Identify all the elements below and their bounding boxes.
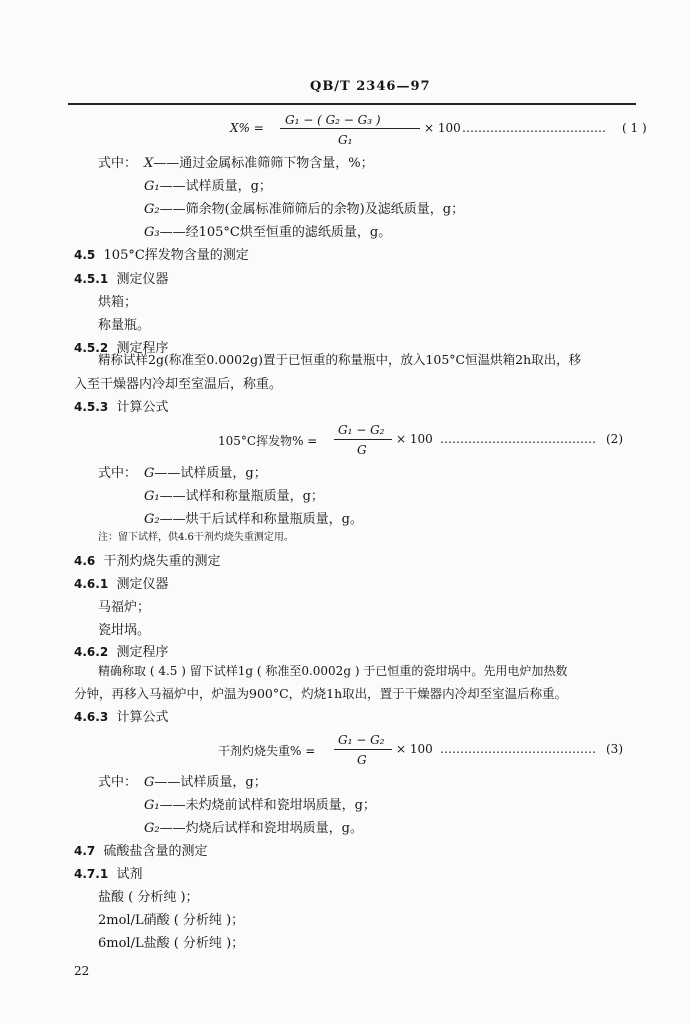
list-item: 烘箱； — [98, 295, 138, 310]
formula-2-lhs: 105°C挥发物% = — [218, 434, 318, 448]
variable-definition: G₁——试样和称量瓶质量，g； — [144, 489, 324, 504]
fraction-line — [280, 128, 420, 129]
formula-3-number: (3) — [606, 742, 623, 756]
variable-definition: G₂——烘干后试样和称量瓶质量，g。 — [144, 512, 363, 527]
list-item: 称量瓶。 — [98, 318, 151, 333]
formula-1-lhs: X% = — [230, 121, 264, 135]
paragraph-line: 分钟，再移入马福炉中，炉温为900°C，灼烧1h取出，置于干燥器内冷却至室温后称重。 — [74, 686, 568, 701]
variable-definition: G——试样质量，g； — [144, 466, 267, 481]
page-number: 22 — [74, 964, 90, 978]
section-heading: 4.5.2 测定程序 — [74, 341, 169, 356]
formula-1-number: ( 1 ) — [622, 121, 647, 135]
note: 注：留下试样，供4.6干剂灼烧失重测定用。 — [98, 532, 294, 543]
formula-3-multiplier: × 100 — [396, 742, 433, 756]
section-heading: 4.6.2 测定程序 — [74, 645, 169, 660]
formula-2-numerator: G₁ − G₂ — [338, 423, 385, 437]
paragraph-line: 精确称取 ( 4.5 ) 留下试样1g ( 称准至0.0002g ) 于已恒重的瓷坩埚中。先用电炉加热数 — [98, 664, 568, 678]
section-heading: 4.5.1 测定仪器 — [74, 272, 169, 287]
paragraph-line: 精称试样2g(称准至0.0002g)置于已恒重的称量瓶中，放入105°C恒温烘箱2h取出，移 — [98, 352, 582, 367]
variable-definition: G₁——未灼烧前试样和瓷坩埚质量，g； — [144, 798, 376, 813]
formula-2-multiplier: × 100 — [396, 432, 433, 446]
header-rule — [68, 103, 636, 105]
section-heading: 4.7.1 试剂 — [74, 867, 143, 882]
fraction-line — [334, 439, 392, 440]
list-item: 2mol/L硝酸 ( 分析纯 )； — [98, 913, 245, 928]
formula-3-denominator: G — [357, 753, 367, 767]
section-heading: 4.5 105°C挥发物含量的测定 — [74, 248, 249, 263]
section-heading: 4.6.1 测定仪器 — [74, 577, 169, 592]
paragraph-line: 入至干燥器内冷却至室温后，称重。 — [74, 377, 283, 392]
variable-definition: G₂——灼烧后试样和瓷坩埚质量，g。 — [144, 821, 363, 836]
section-heading: 4.5.3 计算公式 — [74, 400, 169, 415]
section-heading: 4.7 硫酸盐含量的测定 — [74, 844, 208, 859]
section-heading: 4.6 干剂灼烧失重的测定 — [74, 554, 221, 569]
list-item: 盐酸 ( 分析纯 )； — [98, 890, 199, 905]
where-label: 式中： — [98, 156, 138, 171]
variable-definition: G——试样质量，g； — [144, 775, 267, 790]
variable-definition: X——通过金属标准筛筛下物含量，%； — [144, 156, 374, 171]
variable-definition: G₃——经105°C烘至恒重的滤纸质量，g。 — [144, 225, 392, 240]
formula-1-numerator: G₁ − ( G₂ − G₃ ) — [285, 113, 381, 127]
formula-2-leader-dots: ………………………………… — [440, 432, 596, 446]
formula-2-number: (2) — [606, 432, 623, 446]
document-code: QB/T 2346—97 — [310, 79, 431, 94]
list-item: 马福炉； — [98, 600, 151, 615]
list-item: 瓷坩埚。 — [98, 623, 151, 638]
fraction-line — [334, 749, 392, 750]
formula-2-denominator: G — [357, 443, 367, 457]
formula-1-denominator: G₁ — [338, 133, 353, 147]
formula-1-leader-dots: ……………………………… — [462, 121, 606, 135]
formula-3-numerator: G₁ − G₂ — [338, 733, 385, 747]
variable-definition: G₂——筛余物(金属标准筛筛后的余物)及滤纸质量，g； — [144, 202, 465, 217]
formula-3-leader-dots: ………………………………… — [440, 742, 596, 756]
formula-3-lhs: 干剂灼烧失重% = — [218, 744, 316, 758]
where-label: 式中： — [98, 466, 138, 481]
variable-definition: G₁——试样质量，g； — [144, 179, 272, 194]
section-heading: 4.6.3 计算公式 — [74, 710, 169, 725]
list-item: 6mol/L盐酸 ( 分析纯 )； — [98, 936, 245, 951]
formula-1-multiplier: × 100 — [424, 121, 461, 135]
where-label: 式中： — [98, 775, 138, 790]
